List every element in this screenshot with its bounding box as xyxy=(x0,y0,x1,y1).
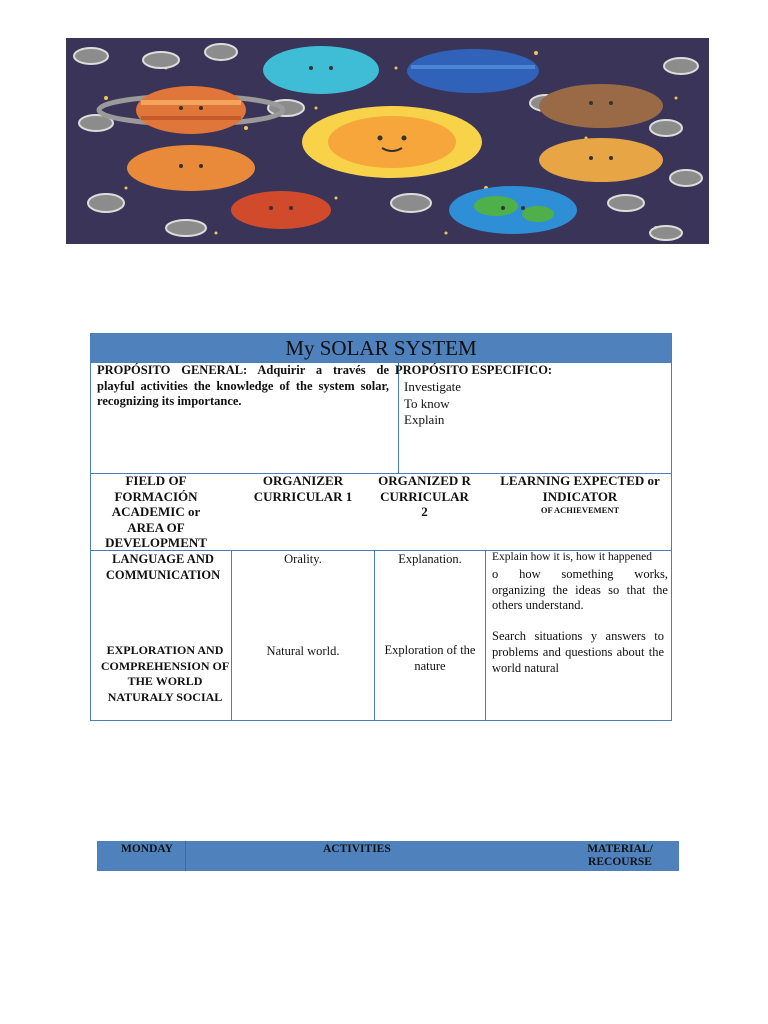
solar-system-banner xyxy=(66,38,709,244)
specific-purpose-item: To know xyxy=(404,395,450,411)
jupiter-planet xyxy=(127,145,255,191)
planning-table xyxy=(90,333,672,721)
row2-field: EXPLORATION AND COMPREHENSION OF THE WORLD NATURALY SOCIAL xyxy=(100,643,230,704)
row1-organizer-1: Orality. xyxy=(284,552,322,566)
row2-organizer-2: Exploration of the nature xyxy=(384,643,476,673)
week-material-label: MATERIAL/ RECOURSE xyxy=(587,843,653,868)
purpose-row xyxy=(91,362,671,474)
venus-planet xyxy=(539,138,663,182)
row2-organizer-1: Natural world. xyxy=(266,644,340,658)
column-divider xyxy=(485,550,486,721)
header-field: FIELD OF FORMACIÓN ACADEMIC or AREA OF DEVELOPMENT xyxy=(105,473,207,550)
header-organizer-1: ORGANIZER CURRICULAR 1 xyxy=(253,473,353,504)
header-organizer-2: ORGANIZED R CURRICULAR 2 xyxy=(378,473,471,519)
row2-learning: Search situations y answers to problems and questions about the world natural xyxy=(492,629,664,675)
header-learning-text: LEARNING EXPECTED or INDICATOR xyxy=(500,473,660,504)
table-title: My SOLAR SYSTEM xyxy=(91,334,671,363)
specific-purpose-list xyxy=(404,379,461,429)
column-divider xyxy=(374,550,375,721)
mars-planet xyxy=(231,191,331,229)
purpose-divider xyxy=(398,362,399,473)
row1-organizer-2: Explanation. xyxy=(398,552,462,566)
week-header-bar xyxy=(97,841,679,871)
sun xyxy=(302,106,482,178)
brown-planet xyxy=(539,84,663,128)
row1-field: LANGUAGE AND COMMUNICATION xyxy=(105,552,221,582)
specific-purpose-item: Investigate xyxy=(404,379,462,394)
general-purpose: PROPÓSITO GENERAL: Adquirir a través de playful activities the knowledge of the system solar, recognizing its importance. xyxy=(97,363,389,408)
week-divider xyxy=(185,841,186,871)
specific-purpose-item: Explain xyxy=(404,412,445,427)
row1-learning: o how something works, organizing the ideas so that the others understand. xyxy=(492,567,668,612)
planets-illustration xyxy=(66,38,709,244)
earth-planet xyxy=(449,186,577,234)
header-learning xyxy=(489,473,671,516)
neptune-planet xyxy=(407,49,539,93)
row1-learning-lead: Explain how it is, how it happened xyxy=(492,551,653,563)
specific-purpose-heading: PROPÓSITO ESPECIFICO: xyxy=(395,363,553,377)
column-divider xyxy=(231,550,232,721)
header-learning-small: OF ACHIEVEMENT xyxy=(540,505,620,515)
week-day-label: MONDAY xyxy=(121,843,173,855)
column-header-row xyxy=(91,473,671,551)
ringed-planet xyxy=(99,86,283,134)
week-activities-label: ACTIVITIES xyxy=(323,843,391,855)
uranus-planet xyxy=(263,46,379,94)
